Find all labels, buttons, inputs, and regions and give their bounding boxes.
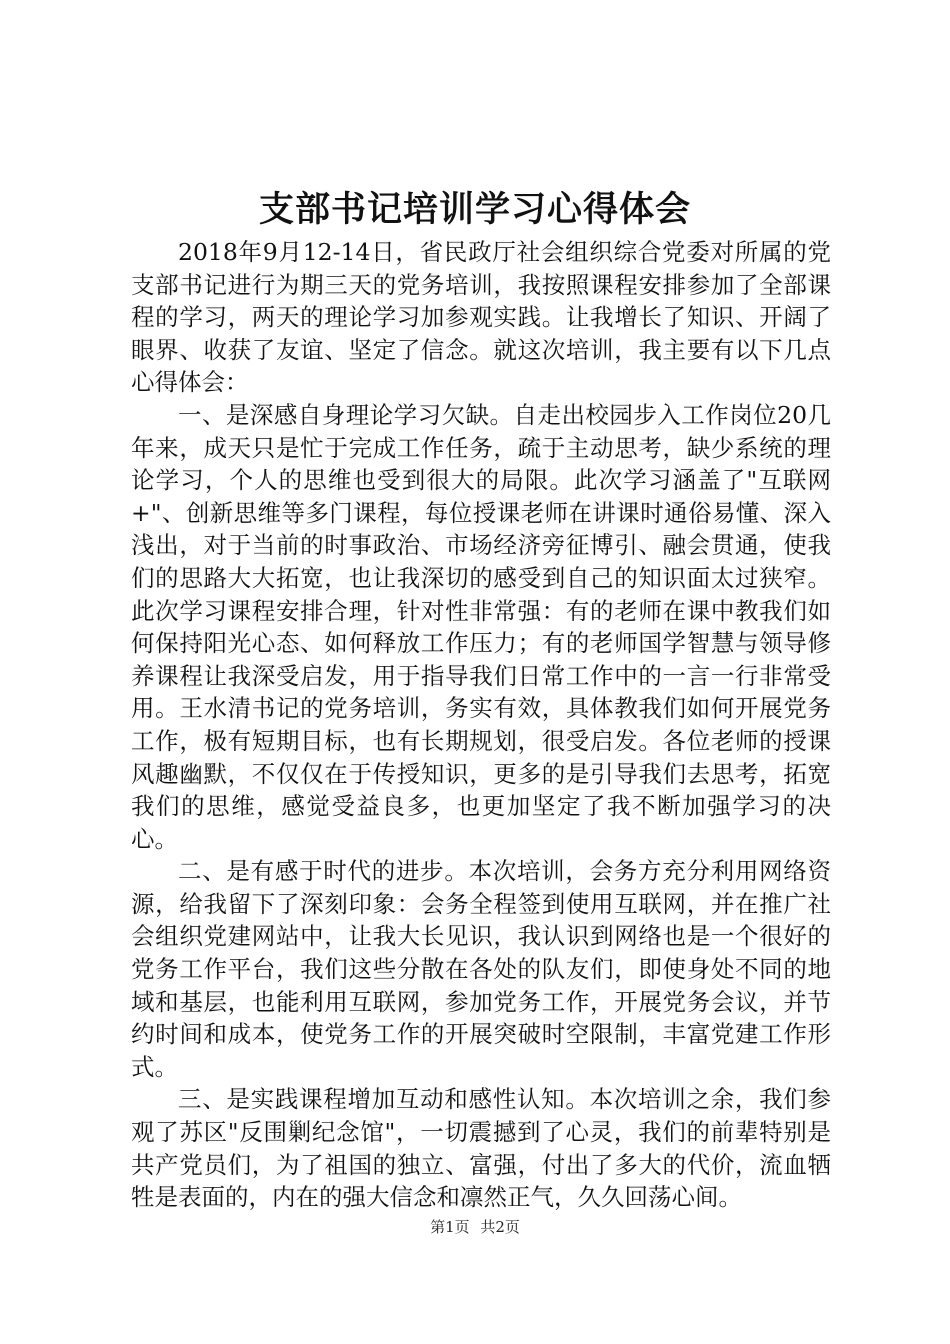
document-title: 支部书记培训学习心得体会	[258, 189, 691, 230]
page-footer	[0, 1217, 950, 1237]
page-number-current: 第1页	[430, 1218, 470, 1236]
paragraph-point-one: 一、是深感自身理论学习欠缺。自走出校园步入工作岗位20几年来，成天只是忙于完成工作任务，疏于主动思考，缺少系统的理论学习，个人的思维也受到很大的局限。此次学习涵盖了"互联网+"、创新思维等多门课程，每位授课老师在讲课时通俗易懂、深入浅出，对于当前的时事政治、市场经济旁征博引、融会贯通，使我们的思路大大拓宽，也让我深切的感受到自己的知识面太过狭窄。此次学习课程安排合理，针对性非常强：有的老师在课中教我们如何保持阳光心态、如何释放工作压力；有的老师国学智慧与领导修养课程让我深受启发，用于指导我们日常工作中的一言一行非常受用。王水清书记的党务培训，务实有效，具体教我们如何开展党务工作，极有短期目标，也有长期规划，很受启发。各位老师的授课风趣幽默，不仅仅在于传授知识，更多的是引导我们去思考，拓宽我们的思维，感觉受益良多，也更加坚定了我不断加强学习的决心。	[131, 400, 831, 853]
paragraph-point-two: 二、是有感于时代的进步。本次培训，会务方充分利用网络资源，给我留下了深刻印象：会务全程签到使用互联网，并在推广社会组织党建网站中，让我大长见识，我认识到网络也是一个很好的党务工作平台，我们这些分散在各处的队友们，即使身处不同的地域和基层，也能利用互联网，参加党务工作，开展党务会议，并节约时间和成本，使党务工作的开展突破时空限制，丰富党建工作形式。	[131, 857, 831, 1081]
document-body	[131, 236, 831, 1214]
paragraph-point-three: 三、是实践课程增加互动和感性认知。本次培训之余，我们参观了苏区"反围剿纪念馆"，一切震撼到了心灵，我们的前辈特别是共产党员们，为了祖国的独立、富强，付出了多大的代价，流血牺牲是表面的，内在的强大信念和凛然正气，久久回荡心间。	[131, 1085, 831, 1212]
page-number-total: 共2页	[480, 1218, 520, 1236]
paragraph-intro: 2018年9月12-14日，省民政厅社会组织综合党委对所属的党支部书记进行为期三天的党务培训，我按照课程安排参加了全部课程的学习，两天的理论学习加参观实践。让我增长了知识、开阔了眼界、收获了友谊、坚定了信念。就这次培训，我主要有以下几点心得体会：	[131, 238, 831, 397]
